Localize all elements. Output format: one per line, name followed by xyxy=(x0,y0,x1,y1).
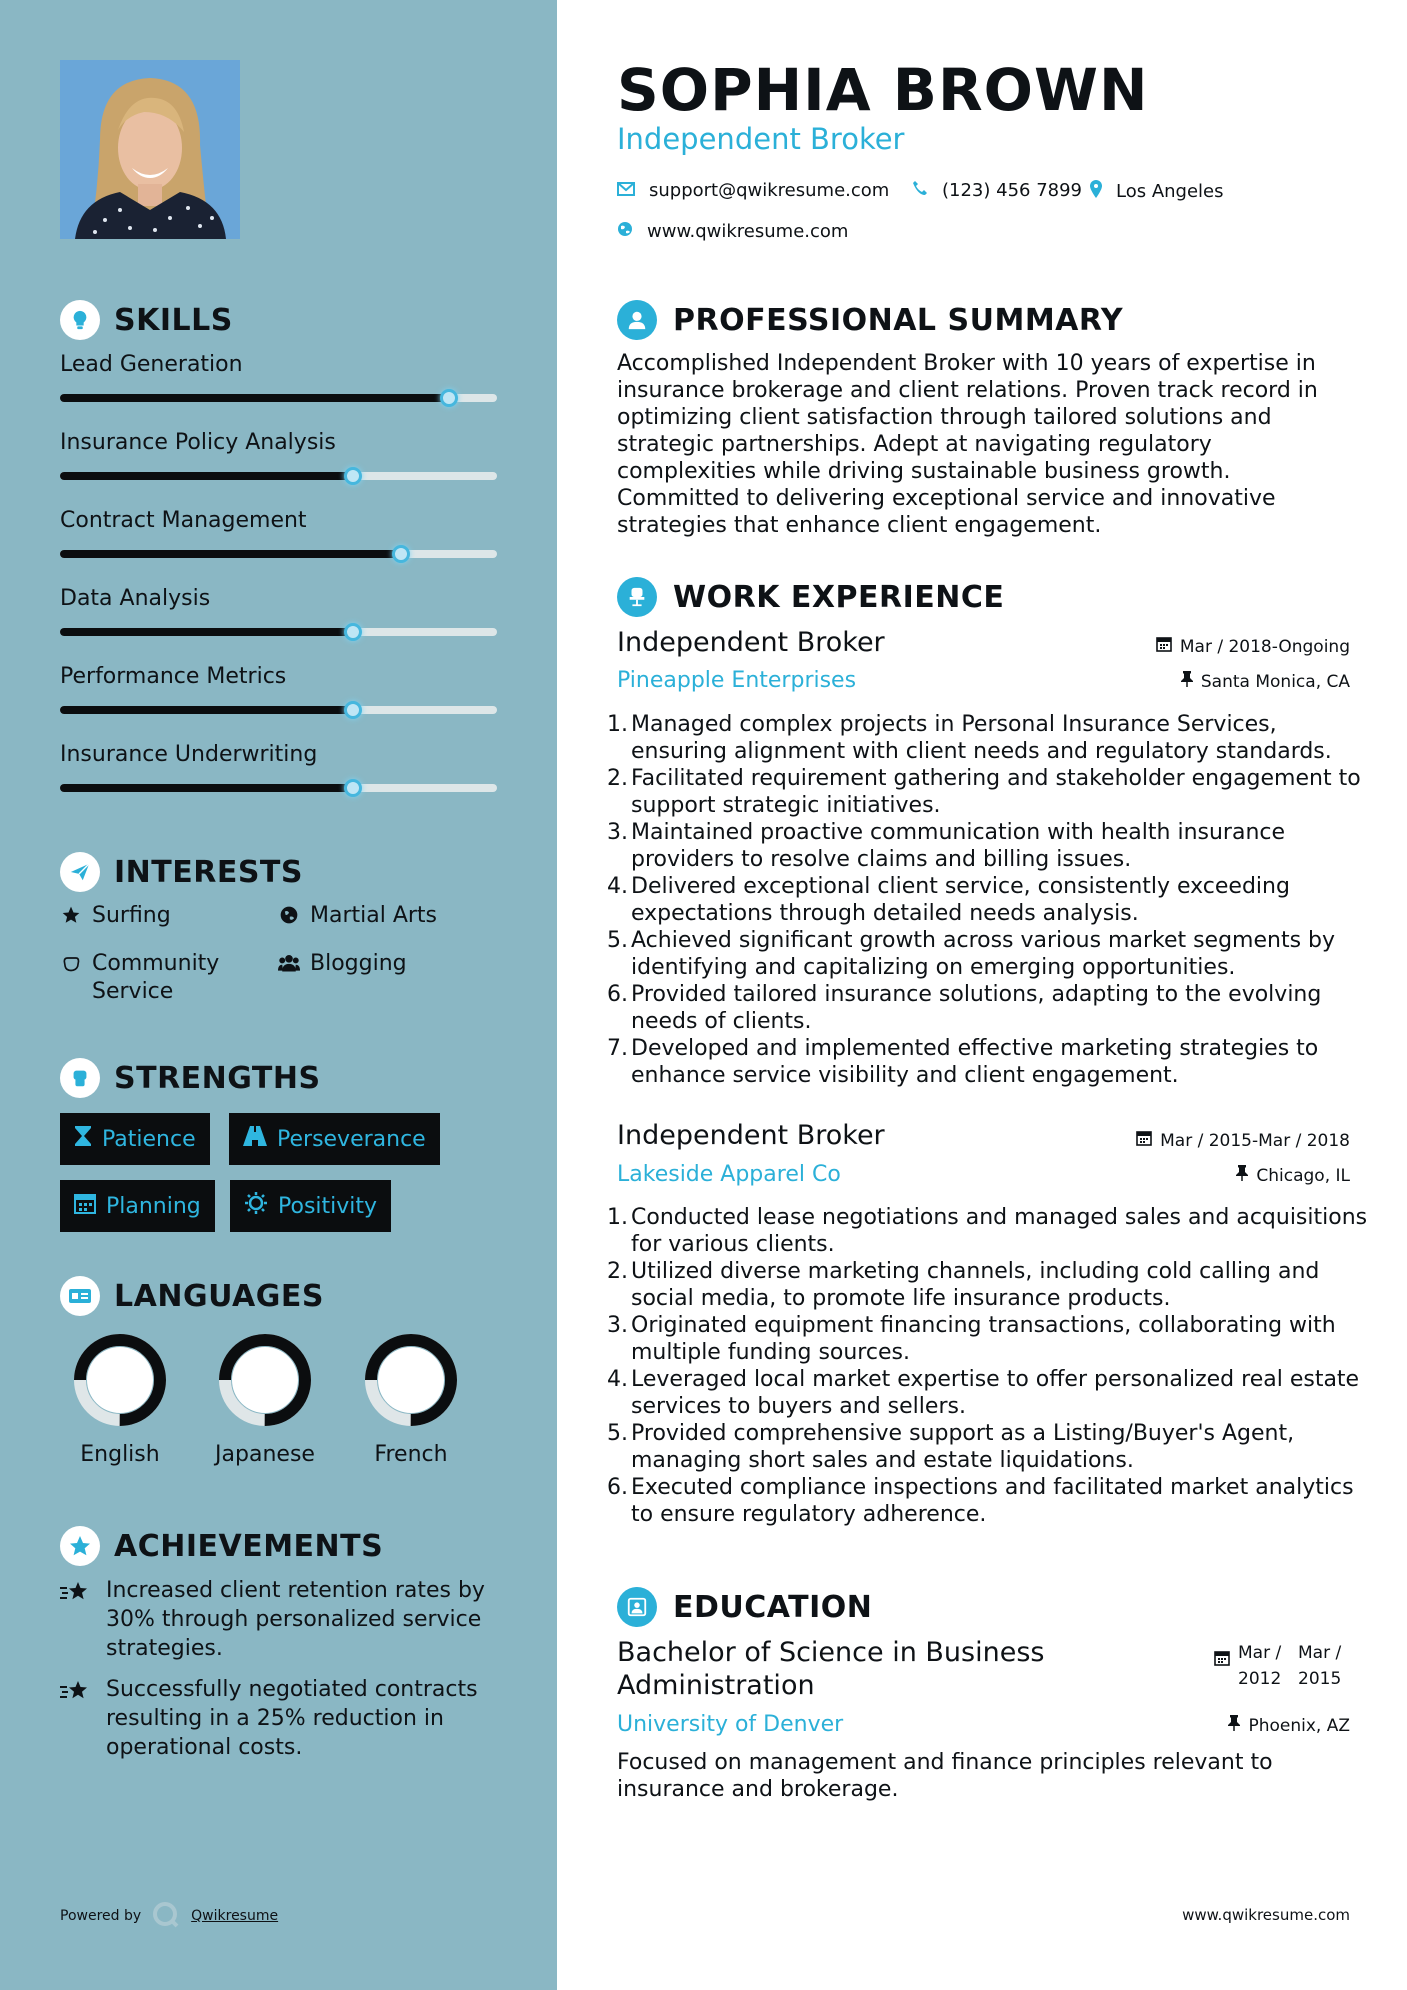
skill-bar-fill xyxy=(60,394,449,402)
job-location: Santa Monica, CA xyxy=(1181,671,1350,692)
job-bullet xyxy=(607,873,1377,927)
bullet-text: Managed complex projects in Personal Insurance Services, ensuring alignment with client needs and regulatory standards. xyxy=(631,712,1332,764)
language-ring xyxy=(361,1330,461,1430)
email-contact xyxy=(617,180,889,201)
bullet-number: 4. xyxy=(607,874,628,899)
skill-label: Insurance Policy Analysis xyxy=(60,430,336,455)
job-dates: Mar / 2015-Mar / 2018 xyxy=(1136,1130,1350,1151)
hand-icon xyxy=(60,950,82,1006)
shooting-star-icon xyxy=(60,1675,94,1762)
languages-heading: LANGUAGES xyxy=(60,1276,324,1316)
job-bullet xyxy=(607,927,1377,981)
skill-bar-fill xyxy=(60,550,401,558)
bullet-number: 2. xyxy=(607,1259,628,1284)
main-content xyxy=(557,0,1407,1990)
bullet-text: Facilitated requirement gathering and stakeholder engagement to support strategic initiatives. xyxy=(631,766,1361,818)
footer-website-link[interactable]: www.qwikresume.com xyxy=(1182,1906,1350,1924)
skill-bar-knob xyxy=(344,701,362,719)
powered-by: Powered by Qwikresume xyxy=(60,1900,278,1932)
skill-bar-knob xyxy=(392,545,410,563)
job-location: Chicago, IL xyxy=(1236,1165,1350,1186)
bullet-text: Achieved significant growth across various market segments by identifying and capitalizing on emerging opportunities. xyxy=(631,928,1336,980)
envelope-icon xyxy=(617,180,635,201)
skills-heading: SKILLS xyxy=(60,300,233,340)
language-item xyxy=(200,1330,330,1467)
bullet-text: Delivered exceptional client service, consistently exceeding expectations through detailed needs analysis. xyxy=(631,874,1290,926)
lightbulb-icon xyxy=(60,300,100,340)
skill-item xyxy=(60,508,497,558)
skill-bar-fill xyxy=(60,706,353,714)
bullet-number: 6. xyxy=(607,982,628,1007)
skill-item xyxy=(60,586,497,636)
calendar-icon xyxy=(1136,1130,1152,1151)
skill-bar xyxy=(60,550,497,558)
star-badge-icon xyxy=(60,1526,100,1566)
company-name: Lakeside Apparel Co xyxy=(617,1162,841,1187)
job-bullets xyxy=(607,1204,1377,1528)
summary-heading: PROFESSIONAL SUMMARY xyxy=(617,300,1123,340)
shooting-star-icon xyxy=(60,1576,94,1663)
company-name: Pineapple Enterprises xyxy=(617,668,857,693)
bullet-text: Provided tailored insurance solutions, adapting to the evolving needs of clients. xyxy=(631,982,1322,1034)
language-item xyxy=(346,1330,476,1467)
skill-bar xyxy=(60,394,497,402)
interest-item: Community Service xyxy=(60,950,250,1006)
language-label: English xyxy=(80,1442,160,1467)
location-contact: Los Angeles xyxy=(1090,180,1224,203)
skill-bar-fill xyxy=(60,784,353,792)
strength-tag: Patience xyxy=(60,1113,210,1165)
bullet-number: 2. xyxy=(607,766,628,791)
user-icon xyxy=(617,300,657,340)
strength-tag: Planning xyxy=(60,1180,215,1232)
language-ring xyxy=(70,1330,170,1430)
website-contact xyxy=(617,221,848,242)
profile-photo xyxy=(60,60,240,239)
skill-bar-knob xyxy=(440,389,458,407)
language-icon xyxy=(60,1276,100,1316)
skill-label: Contract Management xyxy=(60,508,307,533)
paper-plane-icon xyxy=(60,852,100,892)
job-dates: Mar / 2018-Ongoing xyxy=(1156,636,1350,657)
bullet-text: Utilized diverse marketing channels, including cold calling and social media, to promote life insurance products. xyxy=(631,1259,1320,1311)
skill-label: Data Analysis xyxy=(60,586,211,611)
bullet-number: 5. xyxy=(607,1421,628,1446)
education-location: Phoenix, AZ xyxy=(1228,1715,1350,1736)
job-bullet xyxy=(607,1366,1377,1420)
skill-label: Lead Generation xyxy=(60,352,243,377)
sidebar xyxy=(0,0,557,1990)
briefcase-chair-icon xyxy=(617,577,657,617)
skill-bar-fill xyxy=(60,628,353,636)
school-name: University of Denver xyxy=(617,1712,844,1737)
skill-bar xyxy=(60,472,497,480)
job-bullet xyxy=(607,711,1377,765)
bullet-text: Conducted lease negotiations and managed sales and acquisitions for various clients. xyxy=(631,1205,1368,1257)
bullet-number: 7. xyxy=(607,1036,628,1061)
bullet-number: 3. xyxy=(607,820,628,845)
language-ring xyxy=(215,1330,315,1430)
language-ring-center xyxy=(87,1347,153,1413)
calendar-icon xyxy=(1214,1640,1230,1671)
globe-icon xyxy=(617,221,633,242)
skill-item xyxy=(60,430,497,480)
job-bullet xyxy=(607,765,1377,819)
calendar-icon xyxy=(1156,636,1172,657)
skill-item xyxy=(60,742,497,792)
bullet-number: 1. xyxy=(607,712,628,737)
job-title: Independent Broker xyxy=(617,627,885,658)
interests-heading: INTERESTS xyxy=(60,852,303,892)
bullet-text: Maintained proactive communication with health insurance providers to resolve claims and billing issues. xyxy=(631,820,1286,872)
bullet-number: 3. xyxy=(607,1313,628,1338)
interest-item: Surfing xyxy=(60,902,171,930)
achievement-item: Increased client retention rates by 30% through personalized service strategies. xyxy=(60,1576,500,1663)
skill-bar xyxy=(60,628,497,636)
pushpin-icon xyxy=(1181,671,1193,692)
pushpin-icon xyxy=(1236,1165,1248,1186)
hourglass-icon xyxy=(74,1125,92,1153)
skill-label: Performance Metrics xyxy=(60,664,287,689)
skill-bar xyxy=(60,706,497,714)
language-item xyxy=(55,1330,185,1467)
candidate-name: SOPHIA BROWN xyxy=(617,56,1149,124)
education-dates: Mar / 2012 Mar / 2015 xyxy=(1214,1640,1350,1692)
skill-item xyxy=(60,352,497,402)
phone-icon xyxy=(912,180,928,201)
summary-text: Accomplished Independent Broker with 10 years of expertise in insurance brokerage and client relations. Proven track record in optimizing client satisfaction through tailored solutions and strategic partnerships. Adept at navigating regulatory complexities while driving sustainable business growth. Committed to delivering exceptional service and innovative strategies that enhance client engagement. xyxy=(617,351,1318,538)
language-label: Japanese xyxy=(215,1442,315,1467)
experience-heading: WORK EXPERIENCE xyxy=(617,577,1004,617)
skill-bar-knob xyxy=(344,467,362,485)
education-heading: EDUCATION xyxy=(617,1587,872,1627)
skill-item xyxy=(60,664,497,714)
job-bullet xyxy=(607,1420,1377,1474)
interest-item: Blogging xyxy=(278,950,407,978)
bullet-text: Leveraged local market expertise to offer personalized real estate services to buyers and sellers. xyxy=(631,1367,1360,1419)
job-bullet xyxy=(607,819,1377,873)
calendar-icon xyxy=(74,1192,96,1220)
bullet-number: 6. xyxy=(607,1475,628,1500)
road-icon xyxy=(243,1126,267,1152)
candidate-role: Independent Broker xyxy=(617,122,905,156)
skill-label: Insurance Underwriting xyxy=(60,742,318,767)
achievement-item: Successfully negotiated contracts resulting in a 25% reduction in operational costs. xyxy=(60,1675,500,1762)
website-link[interactable]: www.qwikresume.com xyxy=(647,221,849,242)
skill-bar xyxy=(60,784,497,792)
strength-tag: Perseverance xyxy=(229,1113,440,1165)
skill-bar-fill xyxy=(60,472,353,480)
job-bullet xyxy=(607,1204,1377,1258)
fist-icon xyxy=(60,1058,100,1098)
bullet-number: 4. xyxy=(607,1367,628,1392)
bullet-number: 5. xyxy=(607,928,628,953)
job-bullets xyxy=(607,711,1377,1089)
globe-icon xyxy=(278,902,300,930)
skill-bar-knob xyxy=(344,623,362,641)
map-pin-icon xyxy=(1090,180,1102,203)
qwikresume-link[interactable]: Qwikresume xyxy=(191,1908,279,1924)
pushpin-icon xyxy=(1228,1715,1240,1736)
bullet-text: Developed and implemented effective marketing strategies to enhance service visibility and client engagement. xyxy=(631,1036,1319,1088)
phone-contact: (123) 456 7899 xyxy=(912,180,1082,201)
job-bullet xyxy=(607,1035,1377,1089)
degree-title: Bachelor of Science in Business Administration xyxy=(617,1637,1045,1701)
qwikresume-logo-icon xyxy=(151,1900,181,1932)
language-label: French xyxy=(374,1442,448,1467)
job-bullet xyxy=(607,1312,1377,1366)
education-description: Focused on management and finance principles relevant to insurance and brokerage. xyxy=(617,1750,1273,1802)
strength-tag: Positivity xyxy=(230,1180,391,1232)
job-bullet xyxy=(607,1474,1377,1528)
skill-bar-knob xyxy=(344,779,362,797)
interest-item: Martial Arts xyxy=(278,902,437,930)
job-bullet xyxy=(607,1258,1377,1312)
language-ring-center xyxy=(378,1347,444,1413)
bullet-text: Executed compliance inspections and facilitated market analytics to ensure regulatory adherence. xyxy=(631,1475,1354,1527)
sun-icon xyxy=(244,1191,268,1221)
language-ring-center xyxy=(232,1347,298,1413)
job-bullet xyxy=(607,981,1377,1035)
bullet-number: 1. xyxy=(607,1205,628,1230)
bullet-text: Provided comprehensive support as a Listing/Buyer's Agent, managing short sales and estate liquidations. xyxy=(631,1421,1295,1473)
achievements-heading: ACHIEVEMENTS xyxy=(60,1526,383,1566)
users-icon xyxy=(278,950,300,978)
strengths-heading: STRENGTHS xyxy=(60,1058,321,1098)
job-title: Independent Broker xyxy=(617,1120,885,1151)
email-link[interactable]: support@qwikresume.com xyxy=(649,180,890,201)
star-icon xyxy=(60,902,82,930)
bullet-text: Originated equipment financing transactions, collaborating with multiple funding sources. xyxy=(631,1313,1336,1365)
graduate-icon xyxy=(617,1587,657,1627)
